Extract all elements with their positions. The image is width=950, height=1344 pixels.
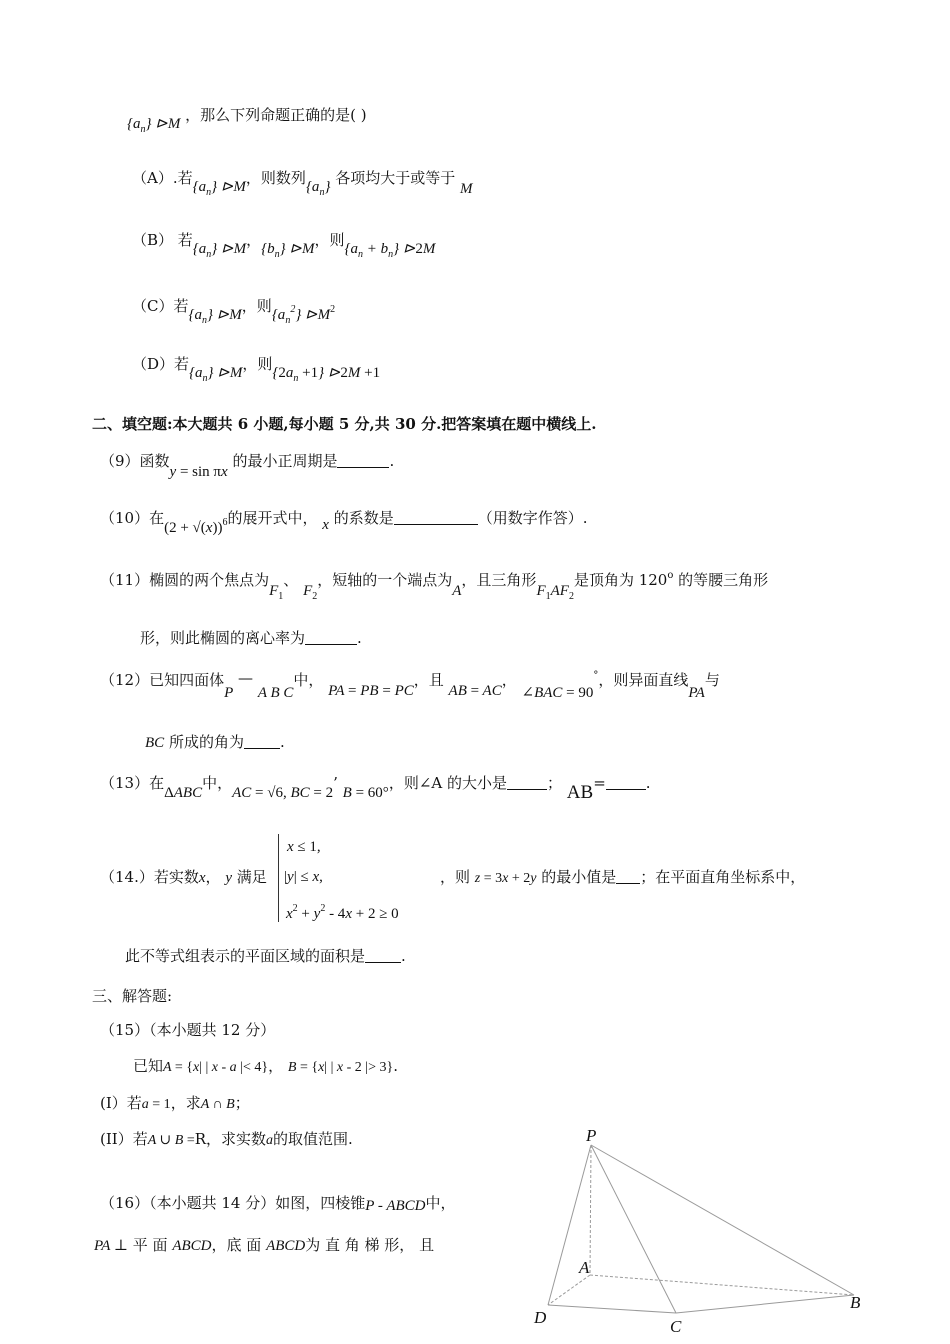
q13-end: . — [645, 774, 651, 792]
q15-sep: ， — [268, 1057, 284, 1075]
q15-part2-label: (II）若 — [100, 1130, 148, 1148]
q14-tail2: 的最小值是 — [541, 868, 617, 886]
q11-answer-blank[interactable] — [305, 630, 357, 645]
question-14-line2 — [125, 945, 406, 967]
q11-end: . — [357, 629, 362, 647]
q12-tail: ，则异面直线 — [598, 671, 689, 689]
q13-label: （13）在 — [100, 774, 165, 792]
option-c-mid: ，则 — [241, 297, 272, 315]
vertex-c-label: C — [670, 1317, 682, 1336]
q9-answer-blank[interactable] — [337, 453, 389, 468]
q14-line2: 此不等式组表示的平面区域的面积是 — [125, 947, 366, 965]
q15-given-end: . — [393, 1057, 398, 1075]
q14-cond-2: |y| ≤ x, — [284, 869, 323, 885]
option-a-label: （A）.若 — [132, 169, 193, 187]
question-9: （9）函数y = sin πx 的最小正周期是 . — [100, 452, 395, 480]
q10-tail: 的系数是 — [333, 509, 394, 527]
option-d-mid: ，则 — [242, 355, 273, 373]
q14-answer-blank-1[interactable] — [616, 869, 640, 884]
q15-part1: (I）若a = 1，求A ∩ B； — [100, 1094, 250, 1112]
q11-tail: 是顶角为 120 — [573, 571, 668, 589]
question-14: （14.）若实数x， y 满足 — [100, 868, 267, 886]
q9-end: . — [389, 452, 395, 470]
option-c: （C）若$\{a_n\}$ ⊳M，则$\{a_n^2\}$ $⊳M^2$ — [132, 297, 336, 326]
top-text: ，那么下列命题正确的是( ) — [185, 106, 367, 124]
q16-title: （16）（本小题共 14 分）如图，四棱锥P - ABCD中， — [100, 1194, 456, 1214]
pyramid-figure — [520, 1125, 900, 1340]
option-a: （A）.若$\{a_n\}$ ⊳M，则数列$\{a_n\}$ 各项均大于或等于 M — [132, 169, 473, 198]
option-a-tail: 各项均大于或等于 — [335, 169, 456, 187]
question-14-tail: ，则 z = 3x + 2y 的最小值是 ；在平面直角坐标系中， — [440, 868, 806, 886]
vertex-a-label: A — [579, 1258, 590, 1277]
q12-mid: 中， — [293, 671, 324, 689]
q16-line2: PA ⊥ 平 面 ABCD，底 面 ABCD为 直 角 梯 形， 且 — [94, 1236, 435, 1254]
question-12-line2: BC 所成的角为 . — [145, 733, 285, 751]
question-11-line2 — [140, 627, 362, 649]
q13-answer-blank-1[interactable] — [507, 775, 547, 790]
q10-end: （用数字作答）. — [477, 509, 588, 527]
q11-degree: o — [667, 570, 674, 581]
q15-part2: (II）若A ∪ B =R，求实数a的取值范围. — [100, 1130, 353, 1148]
q15-part1-mid: ，求 — [170, 1094, 201, 1112]
question-11: （11）椭圆的两个焦点为$F_1$、 $F_2$，短轴的一个端点为A，且三角形$F_1AF_2$是顶角为 120$^o$ 的等腰三角形 — [100, 570, 769, 602]
q11-line2: 形，则此椭圆的离心率为 — [140, 629, 306, 647]
q13-semi: ； — [546, 774, 562, 792]
q13-eq: = — [593, 774, 606, 792]
q12-mid2: ，且 — [413, 671, 444, 689]
q13-mid: 中， — [202, 774, 233, 792]
q11-mid2: ，且三角形 — [461, 571, 537, 589]
q16-line2-c: 为 直 角 梯 形， 且 — [305, 1236, 435, 1254]
option-b: （B） 若$\{a_n\}$ ⊳M，$\{b_n\}$ ⊳M，则$\{a_n + b_n\}$ ⊳2M — [132, 231, 436, 260]
q12-tail2: 与 — [704, 671, 720, 689]
option-c-label: （C）若 — [132, 297, 189, 315]
q15-part1-label: (I）若 — [100, 1094, 142, 1112]
vertex-b-label: B — [850, 1293, 861, 1312]
top-line — [127, 104, 367, 133]
q14-cond-1: x ≤ 1, — [287, 839, 321, 855]
q15-part2-end: 的取值范围. — [273, 1130, 353, 1148]
q11-label: （11）椭圆的两个焦点为 — [100, 571, 270, 589]
q16-line2-a: 平 面 — [132, 1236, 168, 1254]
section-2-heading: 二、填空题:本大题共 6 小题,每小题 5 分,共 30 分.把答案填在题中横线上. — [92, 415, 597, 433]
option-b-label: （B） 若 — [132, 231, 193, 249]
q15-given: 已知A = {x| | x - a |< 4}， B = {x| | x - 2 |> 3}. — [133, 1057, 398, 1075]
q14-end: . — [401, 947, 406, 965]
option-a-mid: ，则数列 — [245, 169, 306, 187]
q13-answer-blank-2[interactable] — [606, 775, 646, 790]
q14-answer-blank-2[interactable] — [365, 948, 401, 963]
q12-answer-blank[interactable] — [244, 734, 280, 749]
q15-given-label: 已知 — [133, 1057, 164, 1075]
q14-cond-3: $x^2 + y^2 - 4x + 2 \ge 0$ — [286, 903, 399, 922]
question-13: （13）在ΔABC中，AC = √6, BC = 2’ B = 60°，则∠A 的大小是 ； AB= . — [100, 774, 651, 803]
q12-label: （12）已知四面体 — [100, 671, 225, 689]
q15-part1-end: ； — [234, 1094, 250, 1112]
top-math: $\{a_n\}$ ⊳M — [127, 116, 181, 135]
q14-tail: ，则 — [440, 868, 471, 886]
q15-title: （15）（本小题共 12 分） — [100, 1021, 276, 1039]
option-d: （D）若$\{a_n\}$ ⊳M，则$\{2a_n +1\}$ ⊳2M +1 — [132, 355, 381, 384]
q12-line2: 所成的角为 — [168, 733, 244, 751]
q14-tail3: ；在平面直角坐标系中， — [640, 868, 806, 886]
q11-sep: 、 — [283, 571, 299, 589]
q14-mid: 满足 — [236, 868, 267, 886]
q16-line2-b: ，底 面 — [211, 1236, 262, 1254]
q9-label: （9）函数 — [100, 452, 170, 470]
question-12: （12）已知四面体P — A B C中， PA = PB = PC，且 AB = AC， ∠BAC = 90°，则异面直线PA与 — [100, 669, 720, 701]
q10-label: （10）在 — [100, 509, 165, 527]
q10-mid: 的展开式中， — [227, 509, 318, 527]
option-b-mid: ，则 — [314, 231, 345, 249]
option-d-label: （D）若 — [132, 355, 190, 373]
vertex-p-label: P — [586, 1126, 597, 1145]
section-3-heading: 三、解答题: — [92, 987, 173, 1005]
q9-tail: 的最小正周期是 — [232, 452, 338, 470]
question-10: （10）在$(2 + √(x))^6$的展开式中， x 的系数是 （用数字作答）. — [100, 509, 588, 536]
q13-tail: ，则∠A 的大小是 — [388, 774, 507, 792]
q10-answer-blank[interactable] — [394, 510, 478, 525]
q16-title-end: 中， — [425, 1194, 456, 1212]
q11-tail2: 的等腰三角形 — [673, 571, 769, 589]
q14-label: （14.）若实数 — [100, 868, 199, 886]
q15-part2-mid: R，求实数 — [194, 1130, 267, 1148]
vertex-d-label: D — [534, 1308, 547, 1327]
q11-mid: ，短轴的一个端点为 — [317, 571, 453, 589]
q12-end: . — [279, 733, 285, 751]
q16-title-text: （16）（本小题共 14 分）如图，四棱锥 — [100, 1194, 366, 1212]
